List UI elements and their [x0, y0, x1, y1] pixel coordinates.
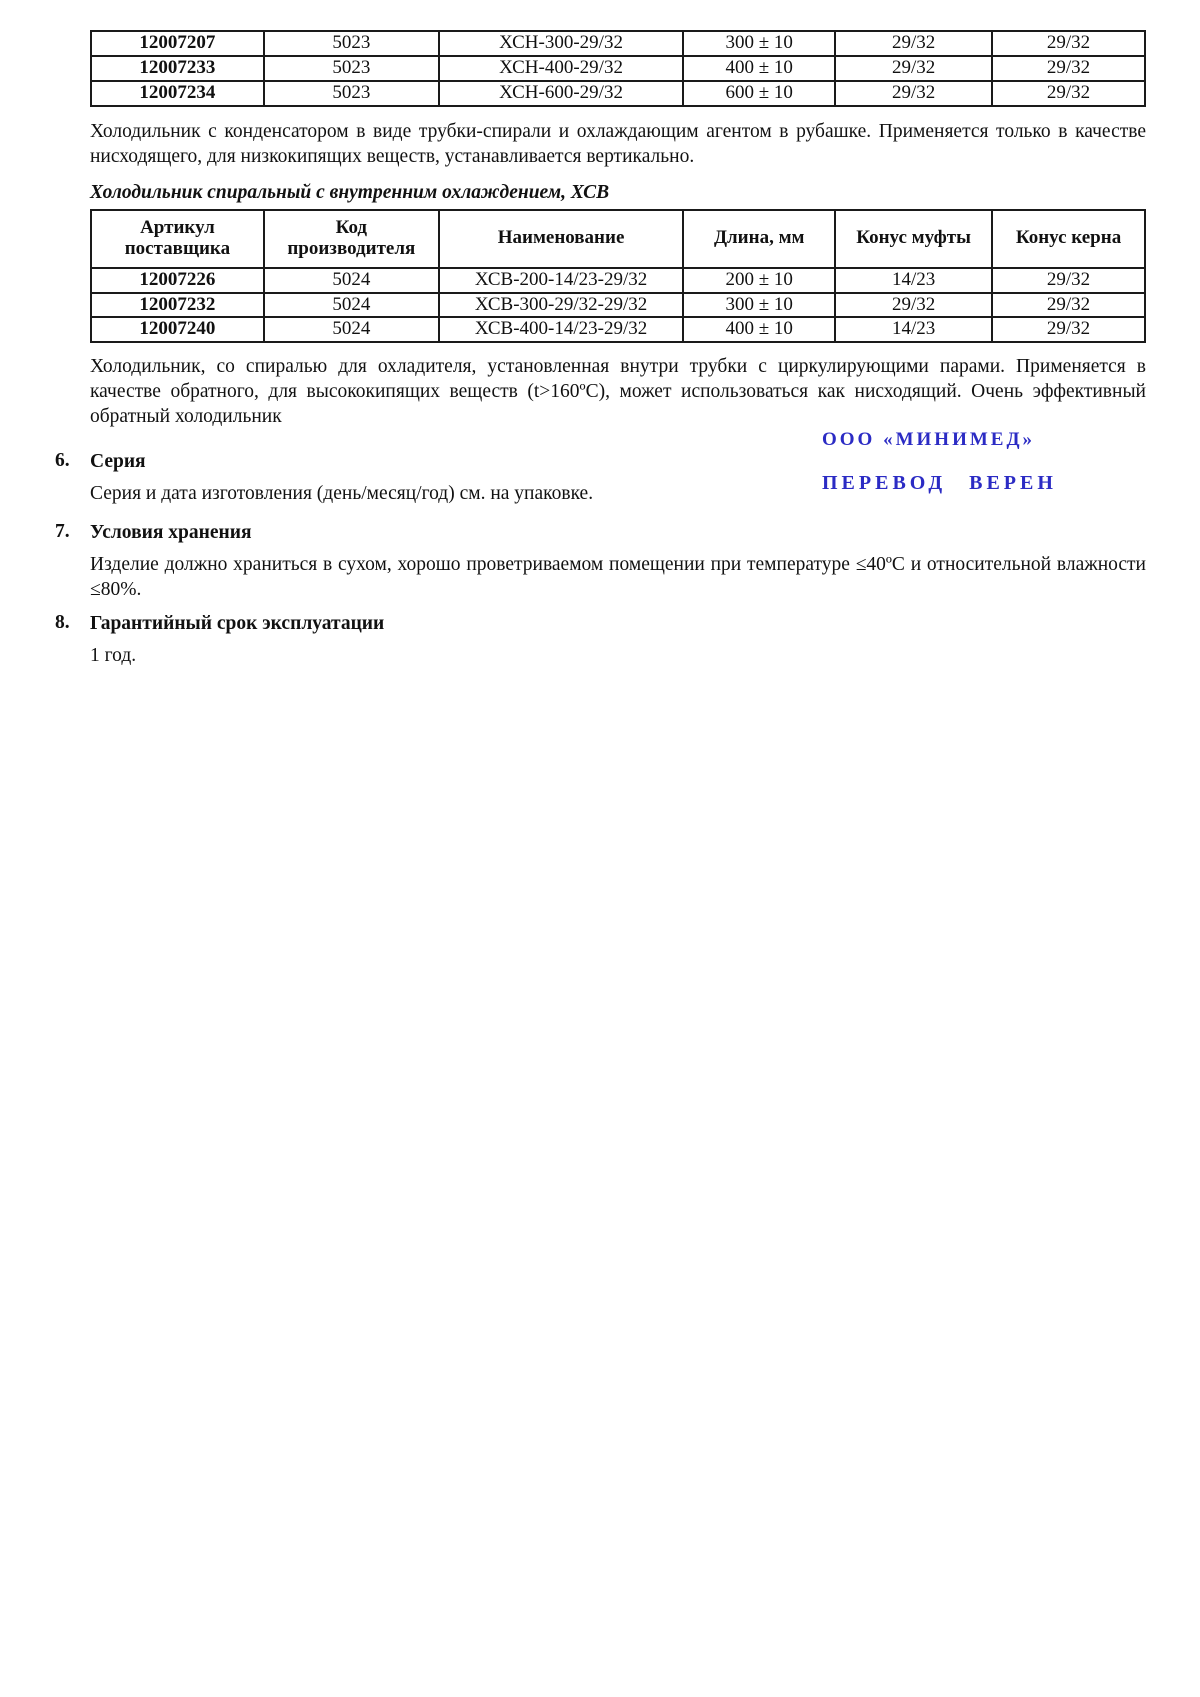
column-header-article: Артикул поставщика [91, 210, 264, 268]
table-cell: 29/32 [992, 31, 1145, 56]
section-body: Изделие должно храниться в сухом, хорошо проветриваемом помещении при температуре ≤40ºС и относительной влажности ≤80%. [90, 554, 1146, 601]
table-cell: 29/32 [992, 293, 1145, 318]
table-body [91, 31, 1145, 106]
table-cell: 29/32 [835, 293, 992, 318]
section-number: 8. [55, 612, 70, 634]
column-header-name: Наименование [439, 210, 684, 268]
table-cell: 5024 [264, 268, 439, 293]
table-cell: 12007226 [91, 268, 264, 293]
stamp-translation-correct: ПЕРЕВОД ВЕРЕН [822, 472, 1057, 494]
table-cell: 5023 [264, 31, 439, 56]
table-cell: 29/32 [992, 268, 1145, 293]
section-body: 1 год. [90, 645, 137, 667]
paragraph-xcb-description: Холодильник, со спиралью для охладителя, установленная внутри трубки с циркулирующими парами. Применяется в качестве обратного, для высококипящих веществ (t>160ºС), может использоваться как нисходящий. Очень эффективный обратный холодильник [90, 356, 1146, 428]
table-cell: 5024 [264, 293, 439, 318]
paragraph-xch-description: Холодильник с конденсатором в виде трубки-спирали и охлаждающим агентом в рубашке. Применяется только в качестве нисходящего, для низкокипящих веществ, устанавливается вертикально. [90, 120, 1146, 167]
table-cell: 29/32 [992, 56, 1145, 81]
table-row [91, 268, 1145, 293]
table-cell: 12007207 [91, 31, 264, 56]
table-cell: 400 ± 10 [683, 317, 835, 342]
section-warranty [55, 612, 1146, 668]
table-cell: 14/23 [835, 317, 992, 342]
table-cell: 29/32 [992, 317, 1145, 342]
section-seriya [55, 450, 1146, 506]
table-header-row [91, 210, 1145, 268]
column-header-core-cone: Конус керна [992, 210, 1145, 268]
subheading-xcb: Холодильник спиральный с внутренним охлаждением, ХСВ [90, 181, 610, 203]
table-header [91, 210, 1145, 268]
table-cell: 12007234 [91, 81, 264, 106]
column-header-socket-cone: Конус муфты [835, 210, 992, 268]
table-body [91, 268, 1145, 343]
section-title: Гарантийный срок эксплуатации [90, 613, 385, 635]
table-cell: 5023 [264, 81, 439, 106]
table-row [91, 293, 1145, 318]
table-cell: ХСН-300-29/32 [439, 31, 684, 56]
table-cell: 12007233 [91, 56, 264, 81]
table-cell: 5023 [264, 56, 439, 81]
table-cell: 14/23 [835, 268, 992, 293]
section-storage-conditions [55, 521, 1146, 602]
section-number: 6. [55, 450, 70, 472]
table-cell: ХСВ-300-29/32-29/32 [439, 293, 684, 318]
table-cell: 300 ± 10 [683, 293, 835, 318]
table-cell: 5024 [264, 317, 439, 342]
condenser-table-xcb [90, 209, 1146, 344]
section-title: Условия хранения [90, 522, 252, 544]
table-cell: 29/32 [835, 81, 992, 106]
table-cell: 29/32 [835, 31, 992, 56]
table-cell: ХСВ-400-14/23-29/32 [439, 317, 684, 342]
table-row [91, 56, 1145, 81]
section-number: 7. [55, 521, 70, 543]
stamp-company-name: ООО «МИНИМЕД» [822, 429, 1036, 450]
table-row [91, 31, 1145, 56]
section-title: Серия [90, 451, 146, 473]
column-header-length: Длина, мм [683, 210, 835, 268]
table-cell: 400 ± 10 [683, 56, 835, 81]
table-row [91, 317, 1145, 342]
table-cell: 300 ± 10 [683, 31, 835, 56]
table-cell: 200 ± 10 [683, 268, 835, 293]
table-cell: 12007240 [91, 317, 264, 342]
table-cell: ХСН-600-29/32 [439, 81, 684, 106]
table-cell: 29/32 [835, 56, 992, 81]
table-cell: ХСВ-200-14/23-29/32 [439, 268, 684, 293]
document-content [55, 0, 1146, 668]
column-header-manufacturer-code: Код производителя [264, 210, 439, 268]
table-row [91, 81, 1145, 106]
table-cell: ХСН-400-29/32 [439, 56, 684, 81]
table-cell: 600 ± 10 [683, 81, 835, 106]
table-cell: 29/32 [992, 81, 1145, 106]
condenser-table-xch [90, 30, 1146, 107]
table-cell: 12007232 [91, 293, 264, 318]
section-body: Серия и дата изготовления (день/месяц/год) см. на упаковке. [90, 483, 594, 505]
